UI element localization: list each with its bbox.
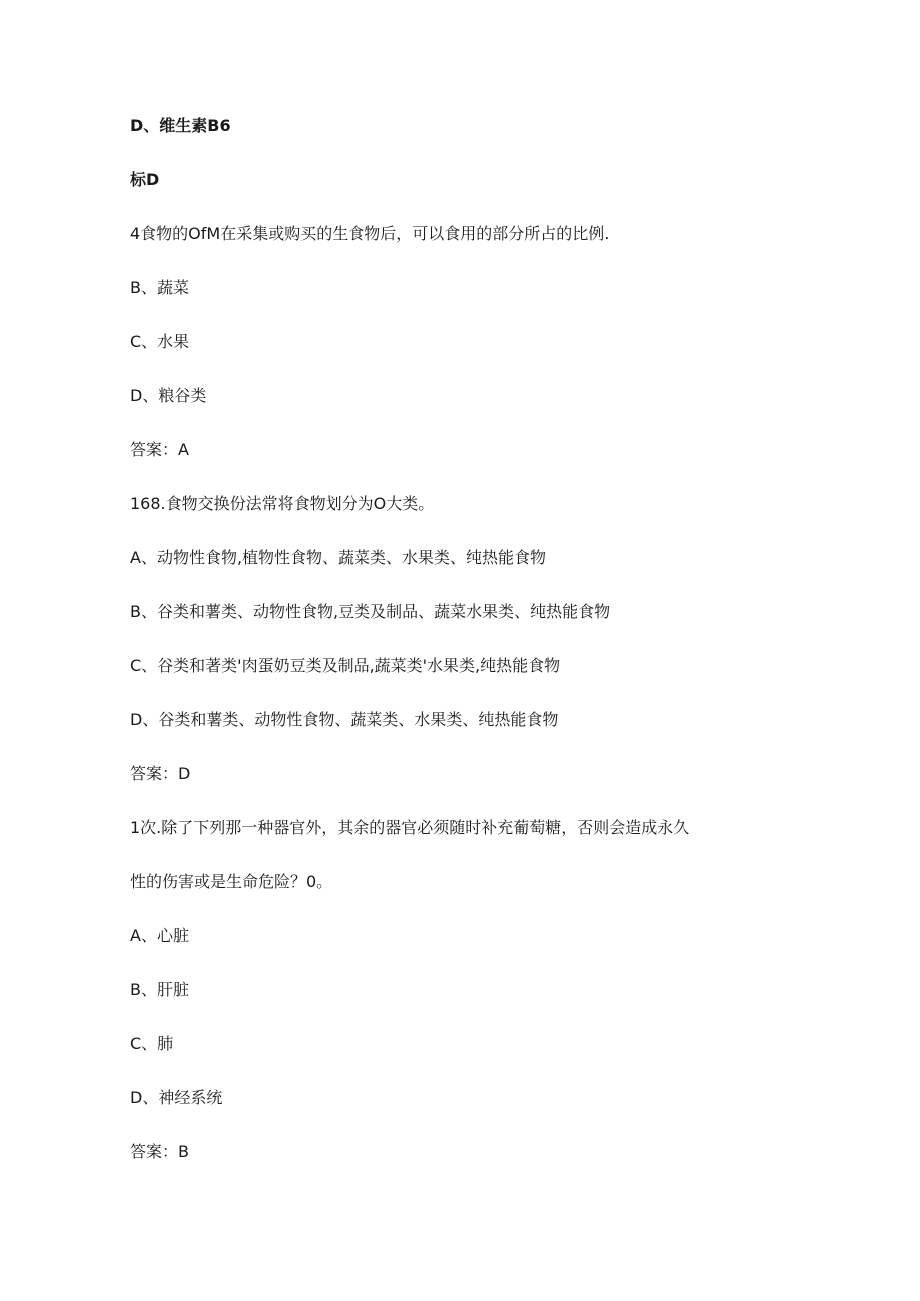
question-text: 4食物的OfM在采集或购买的生食物后，可以食用的部分所占的比例. bbox=[130, 224, 610, 243]
answer-line: 答案：A bbox=[130, 440, 189, 459]
option-d: D、神经系统 bbox=[130, 1088, 223, 1107]
option-d-vitamin-b6: D、维生素B6 bbox=[130, 116, 231, 135]
option-c: C、谷类和著类'肉蛋奶豆类及制品,蔬菜类'水果类,纯热能食物 bbox=[130, 656, 561, 675]
option-b: B、肝脏 bbox=[130, 980, 189, 999]
question-168: 168.食物交换份法常将食物划分为O大类。 bbox=[130, 494, 435, 513]
option-b: B、蔬菜 bbox=[130, 278, 189, 297]
answer-line: 答案：D bbox=[130, 764, 191, 783]
answer-marker: 标D bbox=[130, 170, 160, 189]
question-text-line-2: 性的伤害或是生命危险？0。 bbox=[130, 872, 333, 891]
option-d: D、谷类和薯类、动物性食物、蔬菜类、水果类、纯热能食物 bbox=[130, 710, 559, 729]
option-a: A、动物性食物,植物性食物、蔬菜类、水果类、纯热能食物 bbox=[130, 548, 547, 567]
option-c: C、水果 bbox=[130, 332, 190, 351]
option-d: D、粮谷类 bbox=[130, 386, 207, 405]
option-a: A、心脏 bbox=[130, 926, 189, 945]
answer-line: 答案：B bbox=[130, 1142, 189, 1161]
option-b: B、谷类和薯类、动物性食物,豆类及制品、蔬菜水果类、纯热能食物 bbox=[130, 602, 611, 621]
question-text-line-1: 1次.除了下列那一种器官外，其余的器官必须随时补充葡萄糖，否则会造成永久 bbox=[130, 818, 690, 837]
option-c: C、肺 bbox=[130, 1034, 174, 1053]
